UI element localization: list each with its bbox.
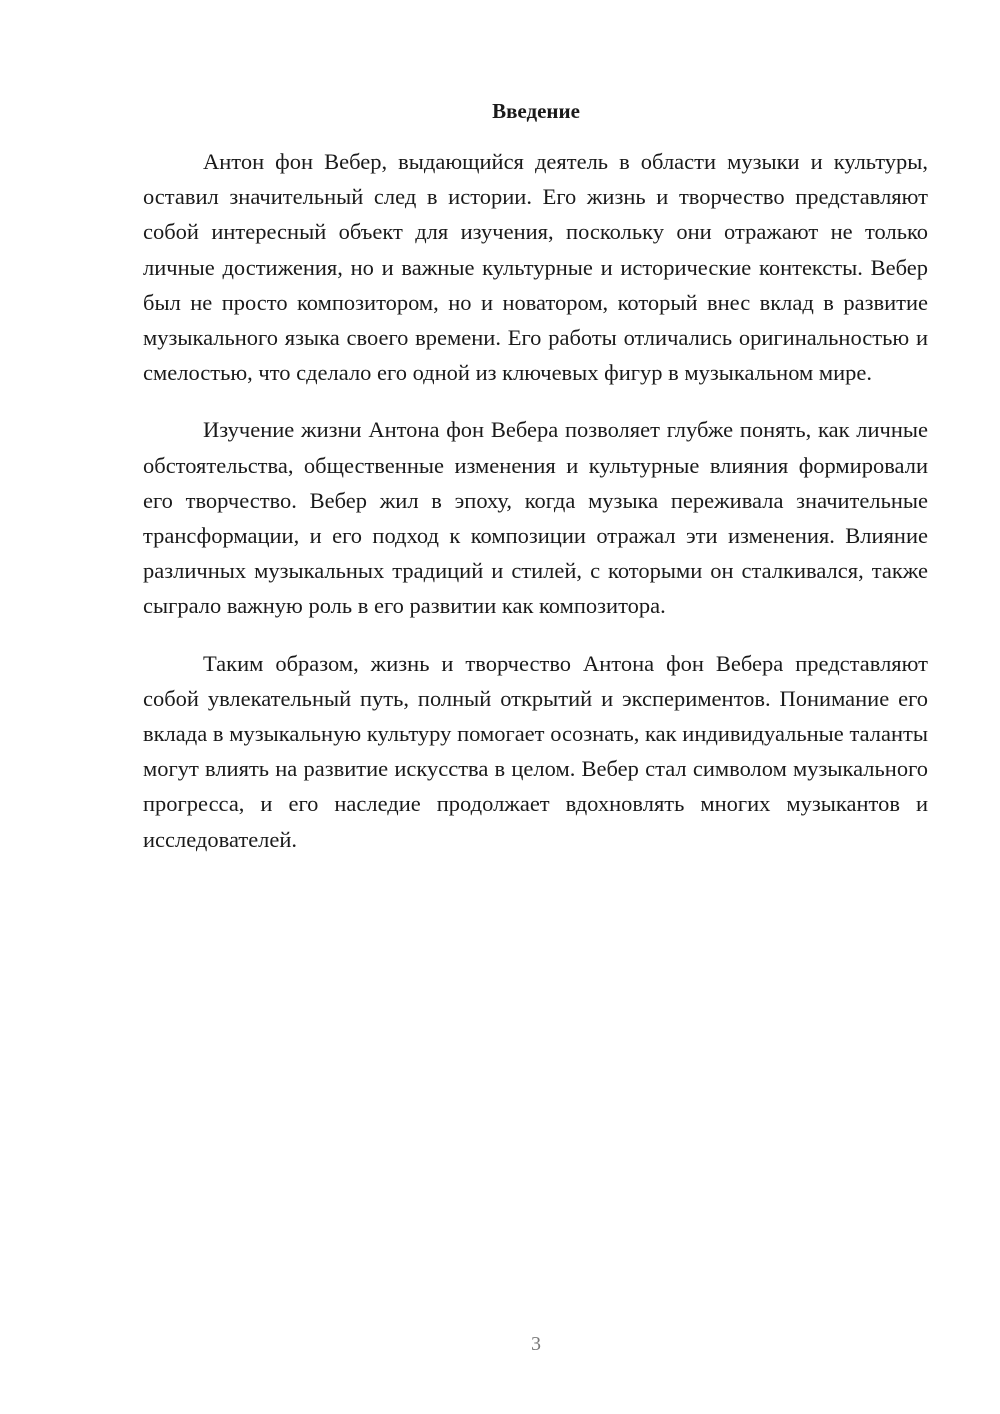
paragraph-3: Таким образом, жизнь и творчество Антона фон Вебера представляют собой увлекательный путь, полный открытий и экспериментов. Понимание его вклада в музыкальную культуру помогает осознать, как индивидуальные таланты могут влиять на развитие искусства в целом. Вебер стал символом музыкального прогресса, и его наследие продолжает вдохновлять многих музыкантов и исследователей. <box>143 650 928 852</box>
section-heading: Введение <box>492 99 580 123</box>
page-number: 3 <box>531 1333 541 1355</box>
body-text <box>143 144 928 879</box>
paragraph-2: Изучение жизни Антона фон Вебера позволяет глубже понять, как личные обстоятельства, общественные изменения и культурные влияния формировали его творчество. Вебер жил в эпоху, когда музыка переживала значительные трансформации, и его подход к композиции отражал эти изменения. Влияние различных музыкальных традиций и стилей, с которыми он сталкивался, также сыграло важную роль в его развитии как композитора. <box>143 417 928 619</box>
paragraph-1: Антон фон Вебер, выдающийся деятель в области музыки и культуры, оставил значительный след в истории. Его жизнь и творчество представляют собой интересный объект для изучения, поскольку они отражают не только личные достижения, но и важные культурные и исторические контексты. Вебер был не просто композитором, но и новатором, который внес вклад в развитие музыкального языка своего времени. Его работы отличались оригинальностью и смелостью, что сделало его одной из ключевых фигур в музыкальном мире. <box>143 149 928 386</box>
